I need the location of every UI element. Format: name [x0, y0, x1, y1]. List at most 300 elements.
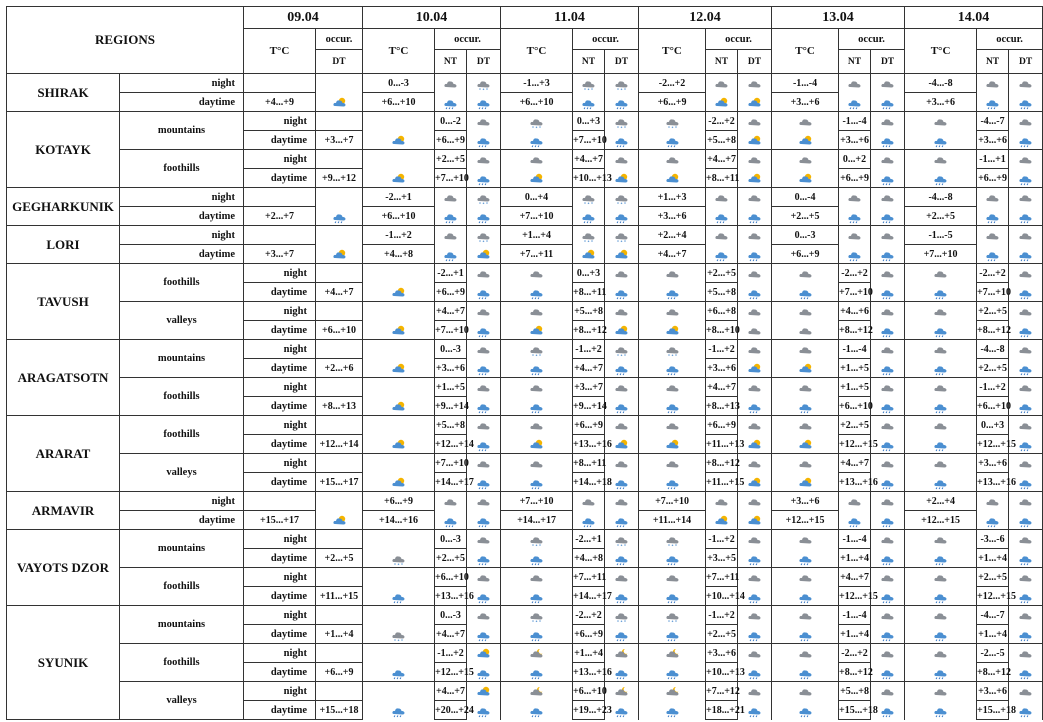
occurrence-cell	[905, 112, 977, 131]
cloudy-icon	[443, 495, 458, 508]
occurrence-cell	[738, 245, 772, 264]
temperature-cell: +12...+15	[772, 511, 839, 530]
occurrence-cell	[467, 150, 501, 169]
time-of-day-label: night	[120, 188, 244, 207]
region-name: SYUNIK	[7, 606, 120, 720]
occurrence-cell	[871, 283, 905, 302]
partly-sunny-icon	[665, 438, 680, 451]
temperature-cell: +1...+4	[839, 625, 871, 644]
temperature-cell: +10...+14	[706, 587, 738, 606]
date-header: 09.04	[244, 7, 363, 29]
temperature-cell: +2...+5	[316, 549, 363, 568]
occurrence-cell	[639, 701, 706, 720]
cloudy-rain-icon	[1018, 514, 1033, 527]
occurrence-cell	[772, 644, 839, 663]
temperature-cell: 0...+4	[501, 188, 573, 207]
partly-sunny-icon	[476, 248, 491, 261]
occurrence-cell	[467, 625, 501, 644]
cloudy-icon	[476, 267, 491, 280]
cloudy-rain-icon	[747, 704, 762, 717]
cloudy-icon	[880, 343, 895, 356]
partly-sunny-icon	[391, 400, 406, 413]
temperature-cell: +1...+3	[639, 188, 706, 207]
occurrence-cell	[501, 625, 573, 644]
occurrence-cell	[501, 150, 573, 169]
cloudy-rain-icon	[847, 514, 862, 527]
occurrence-cell	[905, 340, 977, 359]
temperature-cell: +1...+5	[839, 359, 871, 378]
subregion-label: foothills	[120, 568, 244, 606]
temperature-cell: +15...+17	[244, 511, 316, 530]
temperature-cell: +8...+12	[706, 454, 738, 473]
occurrence-cell	[738, 530, 772, 549]
partly-sunny-icon	[665, 172, 680, 185]
temperature-cell: +14...+17	[435, 473, 467, 492]
occurrence-cell	[467, 93, 501, 112]
cloudy-icon	[529, 153, 544, 166]
cloudy-rain-icon	[476, 552, 491, 565]
cloudy-rain-icon	[529, 666, 544, 679]
cloudy-rain-icon	[847, 96, 862, 109]
occurrence-cell	[839, 511, 871, 530]
occurrence-cell	[839, 245, 871, 264]
occurrence-cell	[772, 701, 839, 720]
temperature-cell	[316, 606, 363, 625]
table-row	[7, 644, 1043, 663]
occurrence-cell	[501, 663, 573, 682]
cloudy-rain-icon	[1018, 666, 1033, 679]
occurrence-cell	[639, 283, 706, 302]
occurrence-cell	[435, 93, 467, 112]
subregion-label: valleys	[120, 682, 244, 720]
cloudy-rain-icon	[714, 210, 729, 223]
cloudy-icon	[1018, 343, 1033, 356]
occurrence-cell	[706, 74, 738, 93]
occurrence-cell	[363, 264, 435, 283]
cloudy-rain-icon	[747, 552, 762, 565]
table-row	[7, 188, 1043, 207]
cloudy-icon	[1018, 153, 1033, 166]
temperature-cell: 0...-3	[435, 530, 467, 549]
partly-sunny-icon	[391, 324, 406, 337]
cloudy-icon	[747, 533, 762, 546]
temperature-cell: +3...+6	[706, 359, 738, 378]
temperature-cell	[316, 530, 363, 549]
cloudy-rain-icon	[1018, 96, 1033, 109]
region-name: SHIRAK	[7, 74, 120, 112]
occurrence-cell	[871, 416, 905, 435]
occurrence-cell	[467, 568, 501, 587]
cloudy-icon	[614, 305, 629, 318]
region-name: KOTAYK	[7, 112, 120, 188]
partly-sunny-icon	[476, 685, 491, 698]
temperature-cell: -1...+2	[706, 340, 738, 359]
regions-header: REGIONS	[7, 7, 244, 74]
cloudy-icon	[714, 229, 729, 242]
cloudy-rain-icon	[847, 248, 862, 261]
occurrence-cell	[316, 188, 363, 207]
occurrence-cell	[639, 644, 706, 663]
temperature-cell: 0...-3	[435, 606, 467, 625]
temperature-cell: +15...+18	[977, 701, 1009, 720]
nt-header: NT	[435, 50, 467, 74]
cloudy-icon	[747, 647, 762, 660]
occurrence-cell	[839, 93, 871, 112]
temperature-cell: -1...+1	[977, 150, 1009, 169]
time-of-day-label: night	[244, 150, 316, 169]
occurrence-cell	[501, 378, 573, 397]
cloudy-icon	[798, 419, 813, 432]
temperature-cell: +3...+6	[905, 93, 977, 112]
table-row	[7, 511, 1043, 530]
temperature-cell: +2...+5	[977, 302, 1009, 321]
temperature-cell: +13...+16	[573, 663, 605, 682]
temperature-cell: +4...+7	[639, 245, 706, 264]
region-name: GEGHARKUNIK	[7, 188, 120, 226]
temperature-cell: -1...+2	[706, 530, 738, 549]
dt-header: DT	[316, 50, 363, 74]
cloudy-snow-icon	[614, 191, 629, 204]
occurrence-cell	[605, 625, 639, 644]
occurrence-cell	[363, 473, 435, 492]
occurrence-cell	[467, 321, 501, 340]
table-row	[7, 93, 1043, 112]
cloudy-icon	[880, 229, 895, 242]
cloudy-rain-icon	[933, 286, 948, 299]
occurrence-cell	[363, 131, 435, 150]
cloudy-icon	[476, 153, 491, 166]
cloudy-icon	[1018, 77, 1033, 90]
date-header: 10.04	[363, 7, 501, 29]
temp-header: T°C	[639, 29, 706, 74]
cloudy-rain-icon	[933, 628, 948, 641]
occurrence-cell	[871, 302, 905, 321]
cloudy-rain-icon	[614, 362, 629, 375]
occurrence-cell	[639, 435, 706, 454]
temperature-cell: +7...+12	[706, 682, 738, 701]
cloudy-icon	[880, 305, 895, 318]
subregion-label: foothills	[120, 150, 244, 188]
occurrence-cell	[871, 93, 905, 112]
occurrence-cell	[905, 663, 977, 682]
cloudy-icon	[985, 229, 1000, 242]
occurrence-cell	[501, 454, 573, 473]
occurrence-cell	[871, 226, 905, 245]
nt-header: NT	[573, 50, 605, 74]
cloudy-rain-icon	[529, 134, 544, 147]
cloudy-rain-icon	[443, 248, 458, 261]
occurrence-cell	[501, 264, 573, 283]
occurrence-cell	[363, 568, 435, 587]
occurrence-cell	[905, 606, 977, 625]
cloudy-icon	[933, 419, 948, 432]
occurrence-cell	[738, 321, 772, 340]
temperature-cell	[316, 150, 363, 169]
temperature-cell: +4...+7	[435, 625, 467, 644]
cloudy-rain-icon	[1018, 476, 1033, 489]
occurrence-cell	[738, 112, 772, 131]
occurrence-cell	[772, 606, 839, 625]
temp-header: T°C	[363, 29, 435, 74]
temperature-cell: +18...+21	[706, 701, 738, 720]
occurrence-cell	[639, 530, 706, 549]
temperature-cell: +8...+11	[706, 169, 738, 188]
cloudy-icon	[747, 343, 762, 356]
cloudy-snow-icon	[665, 343, 680, 356]
occurrence-cell	[1009, 245, 1043, 264]
occurrence-cell	[467, 112, 501, 131]
cloudy-rain-icon	[933, 552, 948, 565]
temperature-cell: +15...+18	[839, 701, 871, 720]
cloudy-icon	[614, 267, 629, 280]
occurrence-cell	[905, 682, 977, 701]
cloudy-rain-icon	[985, 248, 1000, 261]
cloudy-rain-icon	[880, 286, 895, 299]
temperature-cell: +1...+4	[977, 625, 1009, 644]
temperature-cell: 0...+3	[977, 416, 1009, 435]
temperature-cell: +8...+12	[977, 663, 1009, 682]
occurrence-cell	[501, 568, 573, 587]
temp-header: T°C	[905, 29, 977, 74]
cloudy-rain-icon	[933, 134, 948, 147]
occurrence-cell	[639, 663, 706, 682]
temperature-cell: +7...+10	[435, 321, 467, 340]
cloudy-rain-icon	[529, 362, 544, 375]
temperature-cell: +7...+11	[573, 568, 605, 587]
occurrence-cell	[363, 397, 435, 416]
occurrence-cell	[501, 397, 573, 416]
time-of-day-label: night	[244, 682, 316, 701]
occurrence-cell	[467, 283, 501, 302]
occurrence-cell	[905, 549, 977, 568]
cloudy-icon	[747, 457, 762, 470]
time-of-day-label: daytime	[244, 397, 316, 416]
cloudy-icon	[933, 267, 948, 280]
temperature-cell: -1...+2	[706, 606, 738, 625]
cloudy-icon	[933, 609, 948, 622]
cloudy-snow-icon	[614, 609, 629, 622]
time-of-day-label: night	[244, 454, 316, 473]
cloudy-rain-icon	[443, 514, 458, 527]
temperature-cell: +6...+9	[573, 625, 605, 644]
cloudy-rain-icon	[798, 704, 813, 717]
occurrence-cell	[605, 568, 639, 587]
temperature-cell: -2...+2	[977, 264, 1009, 283]
partly-sunny-icon	[614, 248, 629, 261]
temperature-cell: +6...+9	[977, 169, 1009, 188]
temperature-cell: +12...+14	[435, 435, 467, 454]
subregion-label: mountains	[120, 606, 244, 644]
cloudy-rain-icon	[529, 628, 544, 641]
temperature-cell: +5...+8	[706, 283, 738, 302]
occurrence-cell	[435, 226, 467, 245]
time-of-day-label: daytime	[244, 473, 316, 492]
temperature-cell	[316, 568, 363, 587]
temperature-cell: -2...+2	[839, 264, 871, 283]
temperature-cell: +6...+10	[839, 397, 871, 416]
temperature-cell: +7...+10	[435, 169, 467, 188]
cloudy-rain-icon	[880, 666, 895, 679]
cloudy-icon	[714, 191, 729, 204]
cloudy-rain-icon	[529, 476, 544, 489]
occurrence-cell	[905, 587, 977, 606]
cloudy-icon	[476, 457, 491, 470]
cloudy-snow-icon	[476, 77, 491, 90]
occurrence-cell	[467, 682, 501, 701]
occurrence-cell	[871, 188, 905, 207]
forecast-table	[6, 6, 1043, 720]
occurrence-cell	[1009, 321, 1043, 340]
temperature-cell: +3...+6	[706, 644, 738, 663]
occurrence-cell	[738, 207, 772, 226]
partly-cloudy-night-icon	[665, 647, 680, 660]
cloudy-icon	[747, 77, 762, 90]
temperature-cell: -4...-8	[977, 340, 1009, 359]
occurrence-cell	[905, 568, 977, 587]
temperature-cell	[244, 226, 316, 245]
time-of-day-label: night	[244, 340, 316, 359]
occurrence-cell	[1009, 302, 1043, 321]
subregion-label: mountains	[120, 340, 244, 378]
occurrence-cell	[605, 112, 639, 131]
temperature-cell: -2...+1	[573, 530, 605, 549]
occurrence-cell	[316, 245, 363, 264]
occurrence-cell	[639, 682, 706, 701]
temperature-cell: +2...+7	[244, 207, 316, 226]
occurrence-cell	[363, 378, 435, 397]
temperature-cell: +11...+15	[316, 587, 363, 606]
cloudy-rain-icon	[880, 248, 895, 261]
cloudy-rain-icon	[933, 704, 948, 717]
occurrence-cell	[639, 549, 706, 568]
occurrence-cell	[467, 207, 501, 226]
temperature-cell: +12...+14	[316, 435, 363, 454]
occurrence-cell	[605, 93, 639, 112]
cloudy-rain-icon	[332, 210, 347, 223]
occurrence-cell	[639, 169, 706, 188]
occurrence-cell	[738, 302, 772, 321]
occurrence-cell	[871, 359, 905, 378]
occurrence-cell	[871, 397, 905, 416]
occurrence-cell	[871, 169, 905, 188]
temperature-cell: -1...-5	[905, 226, 977, 245]
cloudy-snow-icon	[614, 115, 629, 128]
occurrence-cell	[871, 530, 905, 549]
temperature-cell: +6...+10	[316, 321, 363, 340]
region-name: ARARAT	[7, 416, 120, 492]
cloudy-icon	[443, 191, 458, 204]
cloudy-rain-icon	[476, 324, 491, 337]
cloudy-snow-icon	[614, 77, 629, 90]
cloudy-rain-icon	[476, 704, 491, 717]
occurrence-cell	[738, 378, 772, 397]
occurrence-cell	[363, 302, 435, 321]
temperature-cell: +4...+7	[706, 150, 738, 169]
cloudy-rain-icon	[665, 552, 680, 565]
cloudy-icon	[1018, 685, 1033, 698]
temperature-cell: 0...-4	[772, 188, 839, 207]
occurrence-cell	[605, 549, 639, 568]
temperature-cell: +14...+18	[573, 473, 605, 492]
occurrence-cell	[706, 226, 738, 245]
cloudy-rain-icon	[985, 210, 1000, 223]
cloudy-rain-icon	[391, 704, 406, 717]
temperature-cell	[316, 112, 363, 131]
subregion-label: valleys	[120, 454, 244, 492]
cloudy-rain-icon	[614, 476, 629, 489]
table-row	[7, 492, 1043, 511]
occurrence-cell	[467, 530, 501, 549]
occurrence-cell	[467, 245, 501, 264]
occurrence-cell	[639, 150, 706, 169]
temperature-cell: +4...+7	[435, 682, 467, 701]
occurrence-cell	[467, 378, 501, 397]
temperature-cell: +6...+9	[639, 93, 706, 112]
cloudy-rain-icon	[1018, 286, 1033, 299]
time-of-day-label: daytime	[244, 587, 316, 606]
temperature-cell: +4...+8	[573, 549, 605, 568]
subregion-label: valleys	[120, 302, 244, 340]
occurrence-cell	[501, 340, 573, 359]
temperature-cell: +1...+5	[435, 378, 467, 397]
occurrence-cell	[738, 74, 772, 93]
occurrence-cell	[501, 530, 573, 549]
occurrence-cell	[573, 188, 605, 207]
occurrence-cell	[772, 397, 839, 416]
cloudy-rain-icon	[665, 286, 680, 299]
temperature-cell: 0...-3	[435, 340, 467, 359]
partly-sunny-icon	[529, 172, 544, 185]
cloudy-icon	[1018, 419, 1033, 432]
occurrence-cell	[1009, 340, 1043, 359]
date-header: 11.04	[501, 7, 639, 29]
occurrence-cell	[1009, 663, 1043, 682]
cloudy-rain-icon	[747, 210, 762, 223]
temperature-cell: +1...+4	[839, 549, 871, 568]
cloudy-rain-icon	[847, 210, 862, 223]
occurrence-cell	[501, 112, 573, 131]
temperature-cell: +15...+17	[316, 473, 363, 492]
temperature-cell: +14...+17	[573, 587, 605, 606]
temperature-cell: +4...+7	[839, 454, 871, 473]
time-of-day-label: night	[244, 264, 316, 283]
occurrence-cell	[905, 530, 977, 549]
cloudy-icon	[880, 647, 895, 660]
temperature-cell: 0...-3	[772, 226, 839, 245]
occurrence-cell	[467, 416, 501, 435]
cloudy-rain-icon	[665, 134, 680, 147]
cloudy-icon	[714, 77, 729, 90]
cloudy-rain-icon	[614, 400, 629, 413]
partly-sunny-icon	[391, 438, 406, 451]
cloudy-icon	[847, 191, 862, 204]
occurrence-cell	[363, 606, 435, 625]
occurrence-cell	[1009, 169, 1043, 188]
occurrence-cell	[706, 188, 738, 207]
cloudy-snow-icon	[529, 115, 544, 128]
occurrence-cell	[639, 568, 706, 587]
date-header: 14.04	[905, 7, 1043, 29]
occurrence-cell	[905, 302, 977, 321]
temperature-cell: 0...+2	[839, 150, 871, 169]
partly-sunny-icon	[747, 476, 762, 489]
occurrence-cell	[706, 511, 738, 530]
cloudy-icon	[1018, 495, 1033, 508]
cloudy-icon	[933, 153, 948, 166]
cloudy-icon	[880, 685, 895, 698]
occurrence-cell	[1009, 378, 1043, 397]
occurrence-cell	[363, 663, 435, 682]
